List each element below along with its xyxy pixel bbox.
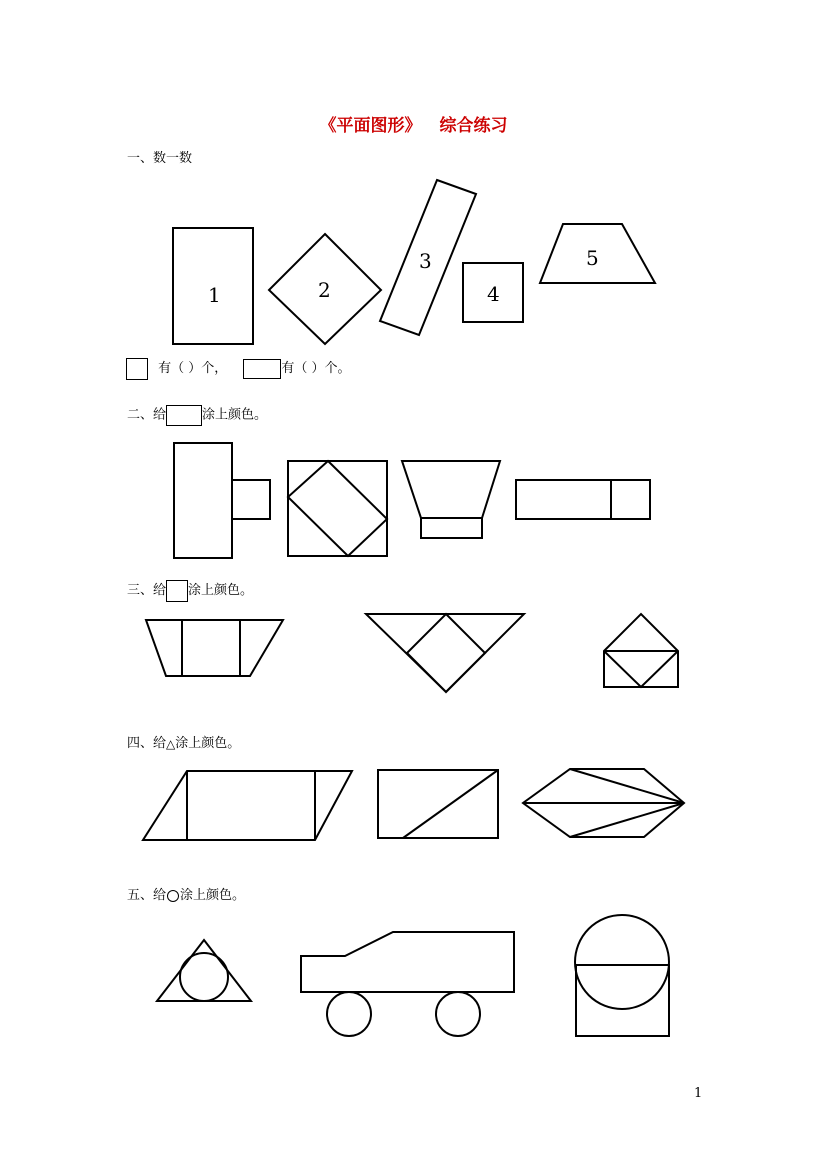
q4-suffix: 涂上颜色。 (175, 736, 241, 751)
shape-4-label: 4 (487, 282, 500, 306)
q2-prefix: 二、给 (127, 407, 167, 423)
q2-figure-1 (174, 443, 270, 558)
q5-figure-stand (575, 915, 669, 1036)
q3-prefix: 三、给 (127, 583, 167, 598)
q2-suffix: 涂上颜色。 (202, 407, 268, 423)
q3-figure-3 (604, 614, 678, 687)
q1-shapes (173, 180, 655, 344)
q4-figure-2 (378, 770, 498, 838)
shape-5-label: 5 (586, 246, 599, 270)
q5-prefix: 五、给 (127, 888, 167, 903)
title-main: 《平面图形》 (319, 116, 422, 136)
triangle-symbol: △ (166, 737, 176, 751)
title-sub: 综合练习 (439, 116, 508, 136)
q4-figures (143, 769, 684, 840)
q3-figure-1 (146, 620, 283, 676)
shape-3-label: 3 (419, 249, 432, 273)
q2-figure-4 (516, 480, 650, 519)
q3-figures (146, 614, 678, 692)
q1-answer-rect-text: 有（ ）个。 (281, 361, 351, 376)
q4-prefix: 四、给 (127, 736, 167, 751)
shape-1-label: 1 (208, 283, 221, 307)
shape-2-label: 2 (318, 278, 331, 302)
q5-figures (157, 915, 669, 1036)
page-number: 1 (694, 1086, 703, 1101)
q4-figure-1 (143, 771, 352, 840)
q3-figure-2 (366, 614, 524, 692)
q5-figure-car (301, 932, 514, 1036)
q5-suffix: 涂上颜色。 (180, 888, 246, 903)
q5-figure-triangle (157, 940, 251, 1001)
q1-label: 一、数一数 (127, 151, 193, 166)
q2-figures (174, 443, 650, 558)
q2-figure-3 (402, 461, 500, 538)
q2-figure-2 (288, 461, 387, 556)
q4-figure-3 (523, 769, 684, 837)
q1-answer-square-text: 有（ ）个， (158, 361, 228, 376)
q3-suffix: 涂上颜色。 (188, 583, 254, 598)
